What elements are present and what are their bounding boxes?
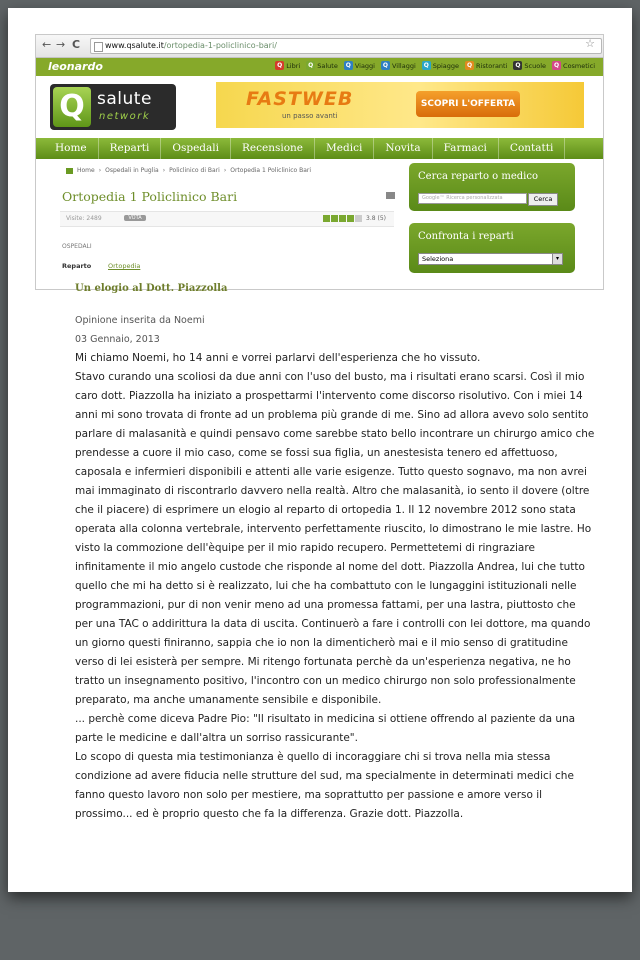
breadcrumb-separator: › (162, 167, 166, 174)
network-topbar (36, 58, 603, 76)
breadcrumb-separator: › (98, 167, 102, 174)
compare-select[interactable] (418, 253, 563, 265)
review-title: Un elogio al Dott. Piazzolla (75, 283, 228, 294)
fastweb-banner[interactable] (216, 82, 584, 128)
compare-box-title: Confronta i reparti (418, 231, 514, 242)
review-paragraph: Lo scopo di questa mia testimonianza è quello di incoraggiare chi si trova nella mia stessa condizione ad avere fiducia nelle strutture del sud, ma specialmente in determinati medici che fanno questo lavoro non solo per mestiere, ma soprattutto per passione e amore verso il prossimo... ed è proprio questo che fa la differenza. Grazie dott. Piazzolla. (75, 751, 574, 820)
network-link-label: Spiagge (432, 61, 460, 70)
breadcrumb-item[interactable]: Ortopedia 1 Policlinico Bari (230, 167, 312, 174)
vote-button[interactable]: VOTA (124, 215, 146, 221)
rating-star-icon[interactable] (339, 215, 346, 222)
menu-item-medici[interactable]: Medici (315, 138, 374, 159)
menu-item-reparti[interactable]: Reparti (99, 138, 162, 159)
menu-item-contatti[interactable]: Contatti (499, 138, 565, 159)
rating-star-icon[interactable] (347, 215, 354, 222)
review-article (75, 283, 595, 824)
q-icon: Q (345, 62, 351, 69)
review-body (75, 349, 595, 824)
rating-text: 3.8 (5) (366, 215, 386, 222)
leonardo-logo[interactable]: leonardo (48, 60, 103, 73)
banner-slogan: un passo avanti (282, 112, 338, 120)
q-icon: Q (423, 62, 429, 69)
network-links (275, 61, 595, 70)
menu-item-novita[interactable]: Novita (374, 138, 432, 159)
menu-item-farmaci[interactable]: Farmaci (433, 138, 499, 159)
network-link-spiagge[interactable] (422, 61, 459, 70)
compare-select-value: Seleziona (422, 255, 454, 263)
menu-item-home[interactable]: Home (44, 138, 99, 159)
logo-text-bottom: network (99, 111, 151, 122)
network-link-label: Ristoranti (476, 61, 508, 70)
banner-brand: FASTWEB (246, 88, 354, 110)
page-card (8, 8, 632, 892)
network-link-scuole[interactable] (513, 61, 546, 70)
network-link-libri[interactable] (275, 61, 300, 70)
network-link-label: Villaggi (391, 61, 416, 70)
main-menu (36, 138, 603, 159)
forward-icon[interactable]: → (56, 38, 66, 51)
q-logo-icon: Q (53, 87, 91, 127)
search-button[interactable]: Cerca (528, 193, 558, 206)
network-link-label: Cosmetici (563, 61, 595, 70)
reload-icon[interactable]: C (72, 38, 81, 51)
rating-stars (323, 215, 386, 222)
back-icon[interactable]: ← (42, 38, 52, 51)
category-label: OSPEDALI (62, 243, 92, 250)
search-box (409, 163, 575, 211)
q-icon: Q (308, 62, 314, 69)
network-link-viaggi[interactable] (344, 61, 375, 70)
network-link-cosmetici[interactable] (552, 61, 595, 70)
rating-star-icon[interactable] (323, 215, 330, 222)
review-paragraph: Mi chiamo Noemi, ho 14 anni e vorrei parlarvi dell'esperienza che ho vissuto. (75, 352, 481, 364)
banner-cta-button[interactable]: SCOPRI L'OFFERTA (416, 91, 520, 117)
q-icon: Q (553, 62, 560, 69)
network-link-label: Salute (317, 61, 338, 70)
network-link-label: Libri (286, 61, 301, 70)
browser-screenshot (35, 34, 604, 290)
search-box-title: Cerca reparto o medico (418, 171, 538, 182)
breadcrumb-item[interactable]: Home (77, 167, 95, 174)
print-icon[interactable] (386, 192, 395, 199)
compare-box (409, 223, 575, 273)
page-icon (94, 42, 103, 52)
page-title: Ortopedia 1 Policlinico Bari (62, 189, 238, 204)
review-paragraph: Stavo curando una scoliosi da due anni con l'uso del busto, ma i risultati erano scarsi. Così il mio caro dott. Piazzolla ha iniziato a prospettarmi l'intervento come discorso risolutivo. Con i miei 14 anni mi sono trovata di fronte ad un problema più grande di me. Sino ad allora avevo solo sentito parlare di malasanità e quindi pensavo come sarebbe stato bello incontrare un chirurgo amico che prendesse a cuore il mio caso, come se fossi sua figlia, un anestesista tenero ed affettuoso, caposala e infermieri disponibili e attenti alle varie esigenze. Tutto questo sognavo, ma non avrei mai immaginato di riscontrarlo davvero nella realtà. Altro che malasanità, io sento il dovere (oltre che il piacere) di esprimere un elogio al reparto di ortopedia 1. Il 12 novembre 2012 sono stata operata alla colonna vertebrale, intervento perfettamente riuscito, lo dimostrano le mie lastre. Ho visto la commozione dell'èquipe per il mio rapido recupero. Permettetemi di ringraziare infinitamente il mio angelo custode che risponde al nome del dott. Piazzolla Andrea, lui che tutto quello che mi ha detto si è realizzato, lui che ha combattuto con le lungaggini istituzionali nelle programmazioni, pur di non venir meno ad una promessa fattami, per una lastra, piuttosto che per una TAC o addirittura la data di uscita. Continuerò a fare i controlli con lei dottore, ma quando un giorno questi finiranno, sappia che io non la dimenticherò mai e il mio senso di gratitudine verso di lei esisterà per sempre. Mi ritengo fortunata perchè da un'esperienza negativa, ne ho tratto un insegnamento positivo, l'incontro con un medico chirurgo non solo professionalmente preparato, ma anche umanamente sensibile e disponibile. (75, 371, 595, 706)
breadcrumb (66, 167, 311, 174)
network-link-label: Scuole (524, 61, 547, 70)
menu-item-ospedali[interactable]: Ospedali (161, 138, 231, 159)
url-field[interactable] (90, 38, 602, 54)
meta-row (60, 211, 394, 227)
reparto-label: Reparto (62, 262, 92, 270)
address-bar (36, 35, 603, 58)
q-icon: Q (515, 62, 521, 69)
q-icon: Q (466, 62, 473, 69)
url-domain: www.qsalute.it (105, 41, 164, 50)
logo-text-top: salute (97, 89, 152, 109)
home-icon[interactable] (66, 168, 73, 174)
breadcrumb-item[interactable]: Policlinico di Bari (169, 167, 220, 174)
bookmark-star-icon[interactable]: ☆ (585, 37, 595, 50)
q-icon: Q (382, 62, 389, 69)
network-link-salute[interactable] (306, 61, 338, 70)
chevron-down-icon: ▾ (552, 254, 562, 264)
breadcrumb-separator: › (223, 167, 227, 174)
review-author: Opinione inserita da Noemi (75, 315, 205, 326)
search-input[interactable]: Google™ Ricerca personalizzata (418, 193, 527, 204)
rating-star-icon[interactable] (355, 215, 362, 222)
q-icon: Q (277, 62, 283, 69)
network-link-ristoranti[interactable] (465, 61, 507, 70)
reparto-link[interactable]: Ortopedia (108, 262, 141, 270)
menu-item-recensione[interactable]: Recensione (231, 138, 315, 159)
review-date: 03 Gennaio, 2013 (75, 334, 160, 345)
breadcrumb-item[interactable]: Ospedali in Puglia (105, 167, 159, 174)
page-content (36, 159, 603, 289)
qsalute-logo[interactable] (50, 84, 176, 130)
network-link-label: Viaggi (354, 61, 375, 70)
rating-star-icon[interactable] (331, 215, 338, 222)
site-header (36, 76, 603, 138)
visits-count: Visite: 2489 (66, 215, 102, 222)
network-link-villaggi[interactable] (381, 61, 416, 70)
url-path: /ortopedia-1-policlinico-bari/ (163, 41, 277, 50)
review-paragraph: ... perchè come diceva Padre Pio: "Il risultato in medicina si ottiene offrendo al paziente da una parte le medicine e dall'altra un sorriso rassicurante". (75, 713, 576, 744)
